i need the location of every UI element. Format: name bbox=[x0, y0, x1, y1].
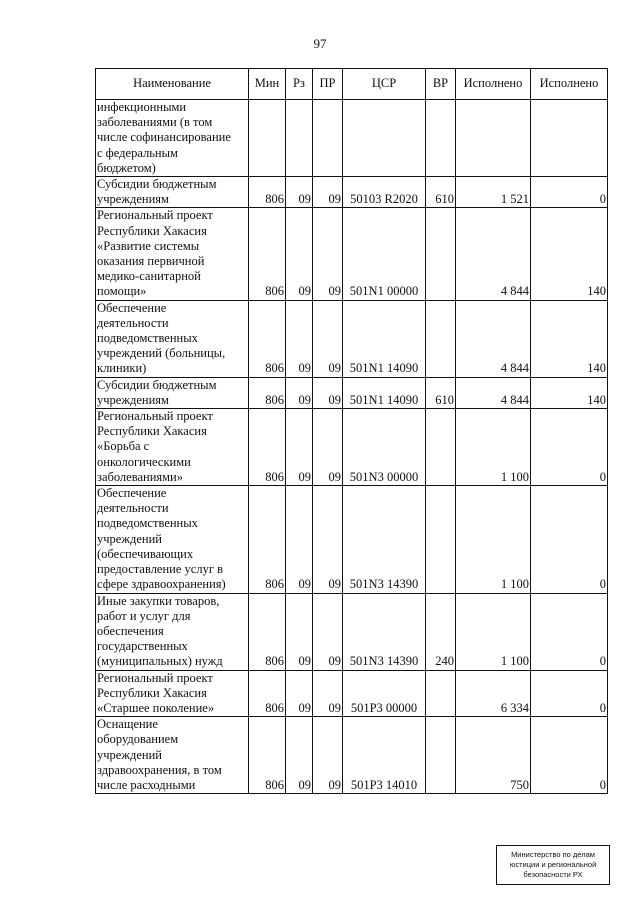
row-pr: 09 bbox=[313, 409, 343, 486]
row-executed-1 bbox=[456, 100, 531, 177]
row-csr: 501P3 00000 bbox=[343, 670, 426, 717]
row-csr: 501N1 14090 bbox=[343, 300, 426, 377]
row-csr: 501N1 00000 bbox=[343, 208, 426, 300]
row-name: Региональный проект Республики Хакасия «Развитие системы оказания первичной медико-санитарной помощи» bbox=[96, 208, 249, 300]
row-rz: 09 bbox=[286, 593, 313, 670]
row-executed-2: 0 bbox=[531, 593, 608, 670]
row-executed-2: 0 bbox=[531, 670, 608, 717]
row-pr: 09 bbox=[313, 717, 343, 794]
row-executed-1: 1 100 bbox=[456, 593, 531, 670]
row-executed-1: 1 100 bbox=[456, 486, 531, 593]
row-min: 806 bbox=[249, 300, 286, 377]
row-executed-1: 4 844 bbox=[456, 208, 531, 300]
row-name: Обеспечение деятельности подведомственных учреждений (обеспечивающих предоставление услуг в сфере здравоохранения) bbox=[96, 486, 249, 593]
row-executed-1: 4 844 bbox=[456, 300, 531, 377]
table-row bbox=[96, 100, 608, 177]
table-row bbox=[96, 670, 608, 717]
row-rz bbox=[286, 100, 313, 177]
row-name: Субсидии бюджетным учреждениям bbox=[96, 177, 249, 208]
row-rz: 09 bbox=[286, 670, 313, 717]
column-header-min: Мин bbox=[249, 69, 286, 100]
row-min: 806 bbox=[249, 409, 286, 486]
row-min: 806 bbox=[249, 486, 286, 593]
row-executed-2 bbox=[531, 100, 608, 177]
row-csr: 501P3 14010 bbox=[343, 717, 426, 794]
table-row bbox=[96, 208, 608, 300]
row-executed-1: 1 100 bbox=[456, 409, 531, 486]
table-row bbox=[96, 409, 608, 486]
row-name: Иные закупки товаров, работ и услуг для обеспечения государственных (муниципальных) нужд bbox=[96, 593, 249, 670]
row-rz: 09 bbox=[286, 409, 313, 486]
row-pr: 09 bbox=[313, 486, 343, 593]
row-executed-2: 140 bbox=[531, 377, 608, 408]
table-row bbox=[96, 300, 608, 377]
row-vr bbox=[426, 717, 456, 794]
row-executed-1: 750 bbox=[456, 717, 531, 794]
budget-table bbox=[95, 68, 608, 794]
row-csr bbox=[343, 100, 426, 177]
row-name: Субсидии бюджетным учреждениям bbox=[96, 377, 249, 408]
row-executed-1: 4 844 bbox=[456, 377, 531, 408]
table-row bbox=[96, 717, 608, 794]
row-csr: 501N3 14390 bbox=[343, 486, 426, 593]
row-csr: 501N3 00000 bbox=[343, 409, 426, 486]
row-vr bbox=[426, 100, 456, 177]
row-vr bbox=[426, 409, 456, 486]
row-csr: 50103 R2020 bbox=[343, 177, 426, 208]
row-min: 806 bbox=[249, 377, 286, 408]
row-pr: 09 bbox=[313, 300, 343, 377]
row-csr: 501N1 14090 bbox=[343, 377, 426, 408]
column-header-pr: ПР bbox=[313, 69, 343, 100]
column-header-name: Наименование bbox=[96, 69, 249, 100]
row-name: Региональный проект Республики Хакасия «Старшее поколение» bbox=[96, 670, 249, 717]
row-name: Оснащение оборудованием учреждений здравоохранения, в том числе расходными bbox=[96, 717, 249, 794]
row-pr: 09 bbox=[313, 377, 343, 408]
row-name: инфекционными заболеваниями (в том числе софинансирование с федеральным бюджетом) bbox=[96, 100, 249, 177]
row-rz: 09 bbox=[286, 300, 313, 377]
table-row bbox=[96, 377, 608, 408]
row-pr bbox=[313, 100, 343, 177]
ministry-stamp: Министерство по делам юстиции и региональной безопасности РХ bbox=[496, 845, 610, 885]
row-vr bbox=[426, 670, 456, 717]
page-number: 97 bbox=[313, 36, 327, 51]
row-min: 806 bbox=[249, 670, 286, 717]
row-name: Региональный проект Республики Хакасия «Борьба с онкологическими заболеваниями» bbox=[96, 409, 249, 486]
row-vr bbox=[426, 208, 456, 300]
column-header-csr: ЦСР bbox=[343, 69, 426, 100]
row-executed-1: 1 521 bbox=[456, 177, 531, 208]
row-name: Обеспечение деятельности подведомственных учреждений (больницы, клиники) bbox=[96, 300, 249, 377]
row-min: 806 bbox=[249, 208, 286, 300]
table-row bbox=[96, 177, 608, 208]
row-min: 806 bbox=[249, 717, 286, 794]
row-executed-2: 140 bbox=[531, 208, 608, 300]
row-rz: 09 bbox=[286, 486, 313, 593]
row-rz: 09 bbox=[286, 177, 313, 208]
table-row bbox=[96, 486, 608, 593]
row-executed-2: 0 bbox=[531, 409, 608, 486]
column-header-rz: Рз bbox=[286, 69, 313, 100]
row-vr bbox=[426, 300, 456, 377]
row-min: 806 bbox=[249, 593, 286, 670]
row-executed-2: 0 bbox=[531, 486, 608, 593]
row-vr: 610 bbox=[426, 377, 456, 408]
row-vr: 240 bbox=[426, 593, 456, 670]
row-pr: 09 bbox=[313, 177, 343, 208]
row-executed-2: 140 bbox=[531, 300, 608, 377]
row-pr: 09 bbox=[313, 593, 343, 670]
column-header-vr: ВР bbox=[426, 69, 456, 100]
row-rz: 09 bbox=[286, 717, 313, 794]
row-executed-2: 0 bbox=[531, 177, 608, 208]
row-min bbox=[249, 100, 286, 177]
table-row bbox=[96, 593, 608, 670]
row-vr: 610 bbox=[426, 177, 456, 208]
column-header-executed-2: Исполнено bbox=[531, 69, 608, 100]
row-vr bbox=[426, 486, 456, 593]
table-header-row bbox=[96, 69, 608, 100]
row-pr: 09 bbox=[313, 670, 343, 717]
row-csr: 501N3 14390 bbox=[343, 593, 426, 670]
row-pr: 09 bbox=[313, 208, 343, 300]
row-rz: 09 bbox=[286, 208, 313, 300]
row-executed-2: 0 bbox=[531, 717, 608, 794]
column-header-executed-1: Исполнено bbox=[456, 69, 531, 100]
row-min: 806 bbox=[249, 177, 286, 208]
row-executed-1: 6 334 bbox=[456, 670, 531, 717]
row-rz: 09 bbox=[286, 377, 313, 408]
